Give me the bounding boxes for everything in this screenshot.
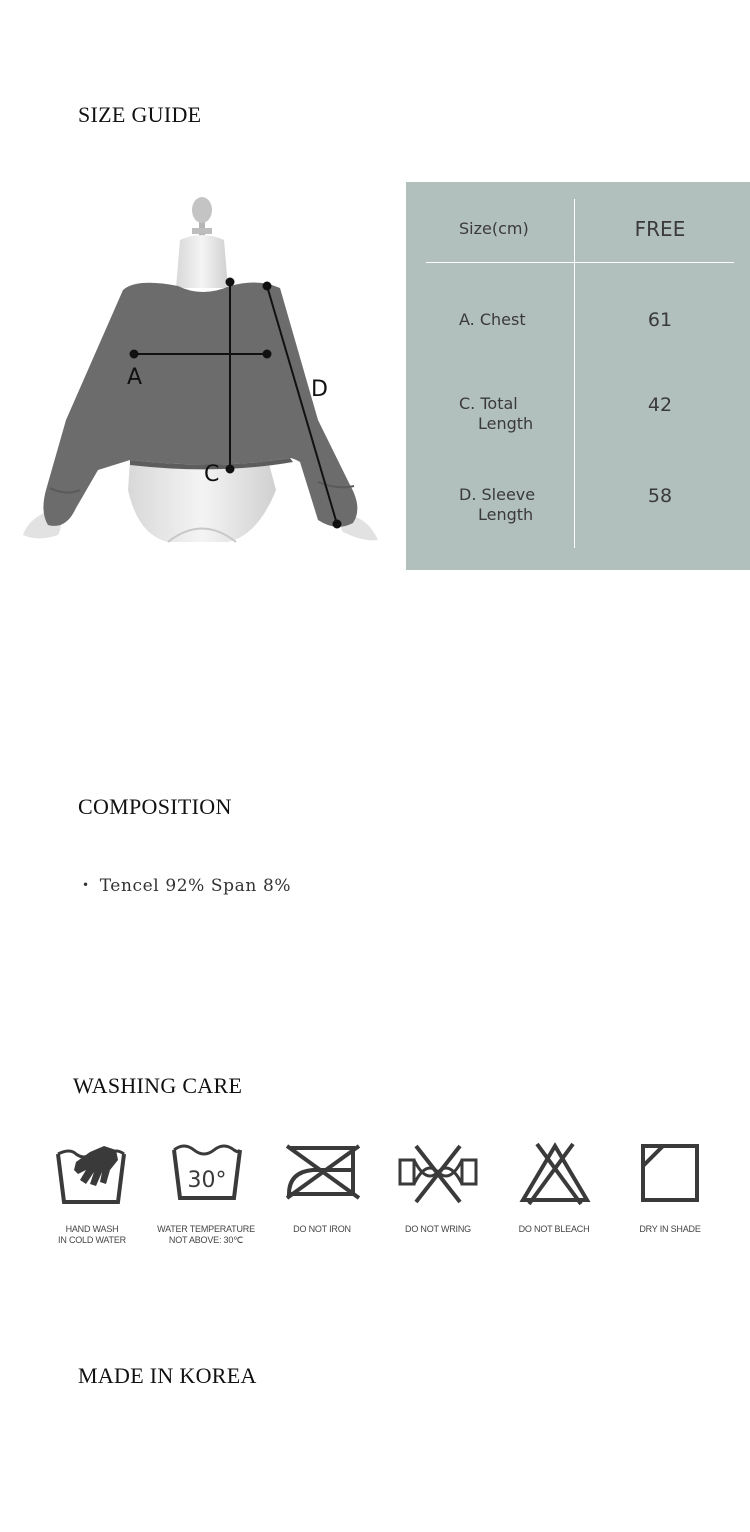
row-label-line2: Length [478,414,534,433]
no-wring-icon [398,1140,478,1210]
row-sleeve-length-label [459,485,535,525]
marker-d: D [311,377,328,402]
composition-item [82,876,291,896]
table-divider-horizontal [426,262,734,263]
row-chest-label [459,310,526,330]
dry-in-shade-icon [630,1140,710,1210]
table-header-free: FREE [634,217,686,241]
row-sleeve-length-value: 58 [647,485,673,507]
row-chest-value: 61 [647,309,673,331]
do-not-bleach-label: DO NOT BLEACH [518,1224,590,1234]
garment-size-diagram [18,190,383,550]
made-in-heading: MADE IN KOREA [78,1363,257,1388]
composition-item-text: Tencel 92% Span 8% [99,876,292,896]
row-label-line1: C. Total [459,394,518,413]
row-label-line2: Length [478,505,534,524]
water-temperature-label: WATER TEMPERATURE NOT ABOVE: 30℃ [157,1224,255,1245]
row-total-length-label [459,394,533,434]
row-label-line1: D. Sleeve [459,485,536,504]
no-iron-icon [283,1140,363,1210]
marker-a: A [127,365,143,390]
marker-c: C [204,462,220,487]
row-label-line1: A. Chest [459,310,526,329]
composition-list [82,876,291,896]
hand-wash-icon [52,1140,132,1210]
table-header-size-label: Size(cm) [459,219,529,238]
wash-temperature: 30° [187,1168,227,1193]
size-guide-heading: SIZE GUIDE [78,102,202,127]
bullet-icon: • [82,878,90,892]
size-table [406,182,750,570]
washing-care-heading: WASHING CARE [73,1073,243,1098]
wash-30-icon [168,1140,248,1210]
no-bleach-icon [515,1140,595,1210]
do-not-iron-label: DO NOT IRON [293,1224,351,1234]
composition-heading: COMPOSITION [78,794,232,819]
hand-wash-label: HAND WASH IN COLD WATER [58,1224,126,1245]
dry-in-shade-label: DRY IN SHADE [639,1224,701,1234]
row-total-length-value: 42 [647,394,673,416]
do-not-wring-label: DO NOT WRING [405,1224,471,1234]
